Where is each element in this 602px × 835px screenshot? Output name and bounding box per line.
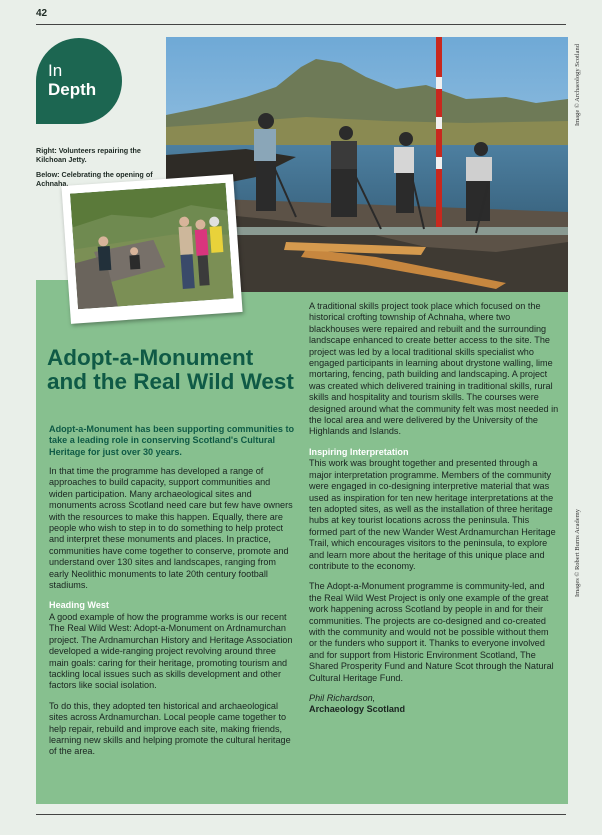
badge-line-1: In bbox=[48, 61, 63, 80]
paragraph-4: A traditional skills project took place which focused on the historical crofting township of Achnaha, where two blackhouses were repaired and rebuilt and the surrounding landscape enhanced to create better access to the site. The project was led by a local traditional skills specialist who engaged participants in learning about drystone walling, lime mortaring, fencing, path building and landscaping. A project was created which delivered training in traditional skills, rural skills and hospitality and tourism skills. The courses were designed around what the community felt was most needed in the local area and were delivered by the University of the Highlands and Islands. bbox=[309, 301, 559, 437]
caption-below: Below: Celebrating the opening of Achnaha. bbox=[36, 170, 153, 188]
author-name: Phil Richardson, bbox=[309, 693, 376, 703]
bottom-rule bbox=[36, 814, 566, 815]
subheading-inspiring-interpretation: Inspiring Interpretation bbox=[309, 446, 409, 457]
left-column bbox=[49, 466, 293, 767]
paragraph-5: This work was brought together and presented through a major interpretation programme. Members of the community were engaged in co-designing interpretive material that was used as inspiration for ten new heritage interpretations at the ten adopted sites, as well as the installation of three heritage hubs at key tourist locations across the peninsula. This formed part of the new Wander West Ardnamurchan Heritage Trail, which encourages visitors to the peninsula, to explore and learn more about the heritage of this unique place and contribute to the economy. bbox=[309, 458, 556, 571]
photo-credit-top: Image © Archaeology Scotland bbox=[574, 43, 581, 126]
caption-right: Right: Volunteers repairing the Kilchoan Jetty. bbox=[36, 146, 141, 164]
top-rule bbox=[36, 24, 566, 25]
paragraph-3: To do this, they adopted ten historical and archaeological sites across Ardnamurchan. Local people came together to help repair, rebuild and improve each site, making friends, learning new skills and helping promote the cultural heritage of the area. bbox=[49, 700, 291, 757]
paragraph-6: The Adopt-a-Monument programme is community-led, and the Real Wild West Project is only one example of the great work happening across Scotland by people in and for their communities. The projects are co-designed and co-created with the community and would not be possible without them or the funders who support it. Thanks to everyone involved and for support from Historic Environment Scotland, The Shared Prosperity Fund and Nature Scot through the Natural Cultural Heritage Fund. bbox=[309, 581, 554, 683]
subheading-heading-west: Heading West bbox=[49, 600, 109, 611]
right-column bbox=[309, 301, 559, 725]
author-organisation: Archaeology Scotland bbox=[309, 704, 406, 715]
photo-credit-bottom: Images © Robert Burns Academy bbox=[574, 509, 581, 597]
paragraph-1: In that time the programme has developed a range of approaches to build capacity, support communities and widen participation. Many archaeological sites and monuments across Scotland need care but few have owners with the resources to make this happen. Equally, there are people who wish to step in to do something to help protect and interpret these monuments and places. In practice, communities have come together to conserve, promote and understand over 130 sites and landscapes, ranging from early Neolithic monuments to late 20th century football stadiums. bbox=[49, 466, 293, 591]
polaroid-photo-achnaha bbox=[61, 174, 242, 324]
achnaha-celebration-image bbox=[70, 183, 234, 310]
article-intro: Adopt-a-Monument has been supporting communities to take a leading role in conserving Scotland's Cultural Heritage for just over 30 years. bbox=[49, 424, 295, 457]
paragraph-2: A good example of how the programme works is our recent The Real Wild West: Adopt-a-Monument on Ardnamurchan project. The Ardnamurchan History and Heritage Association developed a wide-ranging project revolving around three main goals: caring for their heritage, promoting tourism and tackling local issues such as skills development and other factors like social isolation. bbox=[49, 611, 293, 691]
signature bbox=[309, 693, 559, 716]
article-headline: Adopt-a-Monument and the Real Wild West bbox=[47, 345, 294, 394]
page-number: 42 bbox=[36, 8, 48, 19]
badge-line-2: Depth bbox=[48, 80, 97, 99]
section-badge bbox=[36, 38, 122, 124]
